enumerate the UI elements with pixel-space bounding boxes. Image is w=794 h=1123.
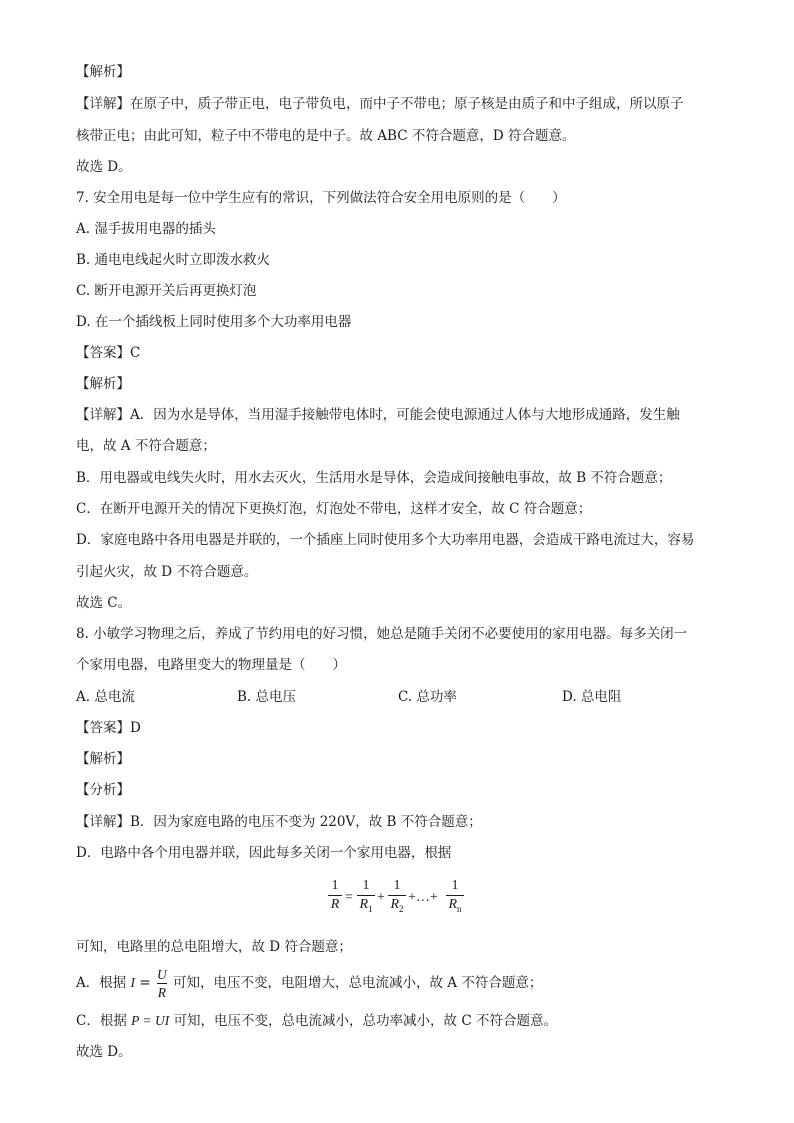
explanation-line: 核带正电；由此可知，粒子中不带电的是中子。故 ABC 不符合题意，D 符合题意。	[76, 128, 576, 144]
question-7: 7. 安全用电是每一位中学生应有的常识，下列做法符合安全用电原则的是（ ）	[76, 190, 566, 206]
explanation-line: D．电路中各个用电器并联，因此每多关闭一个家用电器，根据	[76, 845, 452, 861]
answer-line: 【答案】D	[76, 720, 141, 736]
explanation-line: 可知，电路里的总电阻增大，故 D 符合题意；	[76, 939, 352, 955]
option-d: D. 总电阻	[562, 689, 622, 705]
option-a: A. 湿手拔用电器的插头	[76, 221, 216, 237]
analysis-subheading: 【分析】	[76, 782, 130, 798]
question-8: 8. 小敏学习物理之后，养成了节约用电的好习惯，她总是随手关闭不必要使用的家用电器。每多关闭一	[76, 626, 688, 642]
answer-line: 【答案】C	[76, 345, 141, 361]
explanation-line: D．家庭电路中各用电器是并联的，一个插座上同时使用多个大功率用电器，会造成干路电流过大，容易	[76, 532, 695, 548]
parallel-resistance-formula: 1 R = 1 $R_1$ + 1 $R_2$ +…+ 1 $R_n$	[328, 878, 478, 922]
explanation-line: 引起火灾，故 D 不符合题意。	[76, 564, 258, 580]
conclusion-line: 故选 D。	[76, 1044, 132, 1060]
explanation-line: C．根据 P = UI 可知，电压不变，总电流减小，总功率减小，故 C 不符合题意。	[76, 1013, 557, 1029]
explanation-line: A．根据 I = $\frac{U}{R}$ 可知，电压不变，电阻增大，总电流减小，故 A 不符合题意；	[76, 967, 543, 1000]
explanation-line: B．用电器或电线失火时，用水去灭火，生活用水是导体，会造成间接触电事故，故 B 不符合题意；	[76, 470, 672, 486]
analysis-heading: 【解析】	[76, 751, 130, 767]
conclusion-line: 故选 C。	[76, 595, 132, 611]
option-c: C. 断开电源开关后再更换灯泡	[76, 283, 257, 299]
option-b: B. 总电压	[237, 689, 297, 705]
explanation-line: 【详解】在原子中，质子带正电，电子带负电，而中子不带电；原子核是由质子和中子组成，所以原子	[76, 96, 684, 112]
analysis-heading: 【解析】	[76, 376, 130, 392]
explanation-line: 【详解】B．因为家庭电路的电压不变为 220V，故 B 不符合题意；	[76, 814, 482, 830]
explanation-line: C．在断开电源开关的情况下更换灯泡，灯泡处不带电，这样才安全，故 C 符合题意；	[76, 501, 592, 517]
analysis-heading: 【解析】	[76, 64, 130, 80]
explanation-line: 【详解】A．因为水是导体，当用湿手接触带电体时，可能会使电源通过人体与大地形成通路，发生触	[76, 407, 680, 423]
option-a: A. 总电流	[76, 689, 135, 705]
question-8: 个家用电器，电路里变大的物理量是（ ）	[76, 657, 346, 673]
option-b: B. 通电电线起火时立即泼水救火	[76, 252, 271, 268]
option-d: D. 在一个插线板上同时使用多个大功率用电器	[76, 314, 352, 330]
current-formula: $\frac{U}{R}$	[156, 967, 167, 1000]
conclusion-line: 故选 D。	[76, 159, 132, 175]
explanation-line: 电，故 A 不符合题意；	[76, 438, 216, 454]
option-c: C. 总功率	[398, 689, 457, 705]
